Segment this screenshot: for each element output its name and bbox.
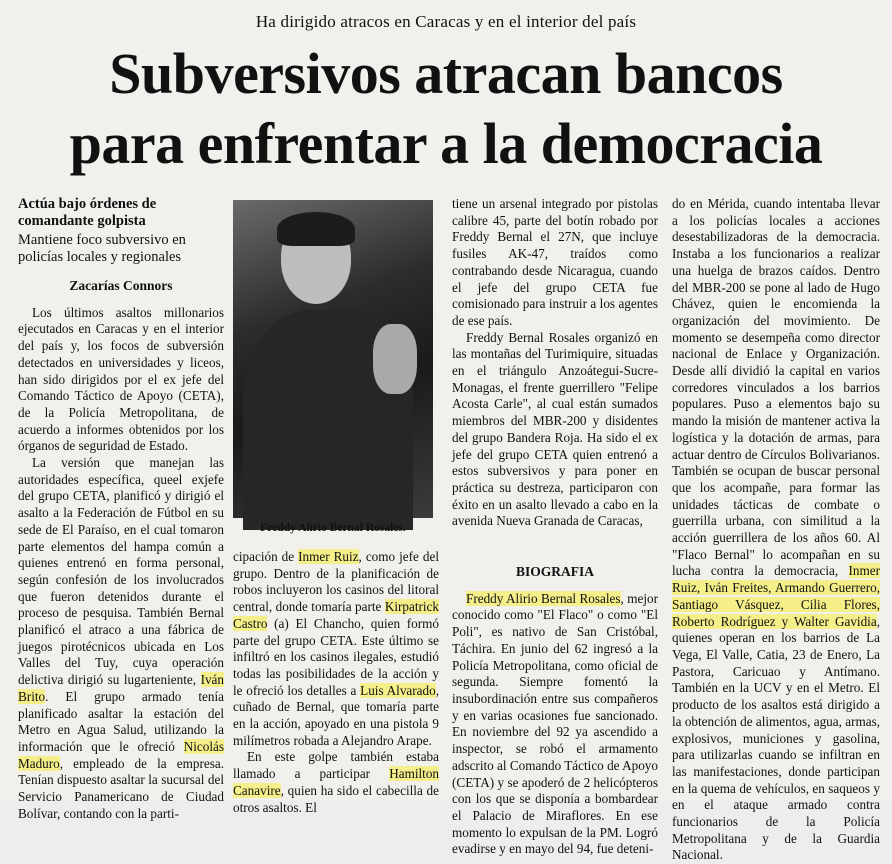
- paragraph: tiene un arsenal integrado por pistolas calibre 45, parte del botín robado por Freddy Bernal el 27N, que incluye fusiles AK-47, traídos como contrabando desde Nicaragua, cuando el jefe del grupo CETA fue comisionado para instruir a los agentes de ese país.: [452, 196, 658, 328]
- kicker: Ha dirigido atracos en Caracas y en el interior del país: [255, 12, 637, 31]
- subheadline: Mantiene foco subversivo en policías locales y regionales: [18, 232, 186, 265]
- column-4: [672, 196, 880, 864]
- highlighted-name: Inmer Ruiz: [298, 549, 359, 564]
- headline-line-2: para enfrentar a la democracia: [69, 111, 823, 176]
- highlighted-name: Luis Alvarado: [360, 682, 436, 698]
- paragraph: Freddy Bernal Rosales organizó en las montañas del Turimiquire, situadas en el triángulo Anzoátegui-Sucre-Monagas, el frente guerrillero "Felipe Acosta Carle", al cual están sumados miembros del MBR-200 y disidentes del grupo Bandera Roja. Ha sido el ex jefe del grupo CETA quien entrenó a estos subversivos y para poner en práctica su destreza, participaron con éxito en un asalto llevado a cabo en la avenida Nueva Granada de Caracas,: [452, 329, 658, 529]
- subheadline-bold: Actúa bajo órdenes de comandante golpista: [18, 196, 157, 229]
- highlighted-name: Freddy Alirio Bernal Rosales: [466, 590, 621, 606]
- highlighted-name: Iván Brito: [18, 672, 224, 704]
- column-3: [452, 196, 658, 858]
- highlighted-name: Hamilton Canavire: [233, 766, 440, 798]
- headline-line-1: Subversivos atracan bancos: [109, 41, 783, 106]
- byline: Zacarías Connors: [69, 278, 173, 293]
- highlighted-name: Kirpatrick Castro: [233, 599, 440, 631]
- paragraph: do en Mérida, cuando intentaba llevar a los policías locales a acciones desestabilizadoras de la democracia. Instaba a los funcionarios a realizar una huelga de brazos caídos. Dentro del MBR-200 se pone al lado de Hugo Chávez, quien le encomienda la organización del movimiento. De momento se desempeña como director nacional de Enlace y Organización. Desde allí dividió la capital en varios corredores vinculados a los barrios populares. Puso a elementos bajo su mando la misión de mantener activa la logística y la dotación de armas, para actuar dentro de Círculos Bolivarianos. También se ocupan de buscar personal que los acompañe, para formar las unidades tácticas de combate o guerrilla urbana, con similitud a la acción guerrillera de los años 60. Al "Flaco Bernal" lo acompañan en su lucha contra la democracia, Inmer Ruiz, Iván Freites, Armando Guerrero, Santiago Vásquez, Cilia Flores, Roberto Rodríguez y Walter Gavidia, quienes operan en los barrios de La Vega, El Valle, Catia, 23 de Enero, La Pastora, Caricuao y Antímano. También en la UCV y en el Metro. El producto de los asaltos está dirigido a la obtención de alimentos, agua, armas, explosivos, municiones y gasolina, para utilizarlas cuando se infiltran en las manifestaciones, donde participan en la quema de vehículos, en saqueos y en el ataque armado contra funcionarios de la Policía Metropolitana y de la Guardia Nacional.: [672, 196, 881, 863]
- biography-heading: BIOGRAFIA: [515, 564, 594, 580]
- portrait-photo: [233, 200, 433, 518]
- paragraph: Los últimos asaltos millonarios ejecutados en Caracas y en el interior del país y, los focos de subversión detectados en universidades y liceos, han sido dirigidos por el ex jefe del Comando Táctico de Apoyo (CETA), de la Policía Metropolitana, de acuerdo a informes obtenidos por los órganos de seguridad de Estado.: [18, 304, 224, 454]
- column-1: [18, 196, 224, 823]
- paragraph: La versión que manejan las autoridades específica, queel exjefe del grupo CETA, planificó y dirigió el asalto a la Federación de Fútbol en su sede de El Paraíso, en el cual tomaron parte elementos del hampa común a quienes entrenó en forma personal, según confesión de los involucrados que fueron detenidos durante el proceso de pesquisa. También Bernal planificó el atraco a una fábrica de juegos pirotécnicos ubicada en Los Valles del Tuy, cuya operación delictiva dirigió su lugarteniente, Iván Brito. El grupo armado tenía planificado asaltar la estación del Metro en Agua Salud, utilizando la información que le ofreció Nicolás Maduro, empleado de la empresa. Tenían dispuesto asaltar la sucursal del Servicio Panamericano de Ciudad Bolívar, contando con la parti-: [18, 455, 224, 821]
- paragraph: En este golpe también estaba llamado a participar Hamilton Canavire, quien ha sido el cabecilla de otros asaltos. El: [233, 749, 440, 815]
- highlighted-name: Inmer Ruiz, Iván Freites, Armando Guerrero, Santiago Vásquez, Cilia Flores, Roberto Rodríguez y Walter Gavidia: [672, 563, 881, 629]
- column-2: [233, 549, 439, 816]
- paragraph: cipación de Inmer Ruiz, como jefe del grupo. Dentro de la planificación de robos incluyeron los casinos del litoral central, donde tomaría parte Kirpatrick Castro (a) El Chancho, quien formó parte del grupo CETA. Este último se infiltró en los casinos ilegales, estudió todas las posibilidades de la acción y le ofreció los detalles a Luis Alvarado, cuñado de Bernal, que tomaría parte en la acción, apoyado en una pistola 9 milímetros robada a Alejandro Arape.: [233, 549, 440, 748]
- paragraph: Freddy Alirio Bernal Rosales, mejor conocido como "El Flaco" o como "El Poli", es nativo de San Cristóbal, Táchira. En junio del 62 ingresó a la Policía Metropolitana, como oficial de segunda. Siempre fomentó la insubordinación entre sus compañeros y en varias ocasiones fue sancionado. En noviembre del 92 ya ascendido a inspector, se robó el armamento adscrito al Comando Táctico de Apoyo (CETA) y se apoderó de 2 helicópteros con los que se disponía a bombardear el Palacio de Miraflores. En ese momento lo expulsan de la PM. Logró evadirse y en mayo del 94, fue deteni-: [452, 590, 658, 857]
- highlighted-name: Nicolás Maduro: [18, 738, 224, 771]
- photo-caption: Freddy Alirio Bernal Rosales.: [260, 522, 406, 534]
